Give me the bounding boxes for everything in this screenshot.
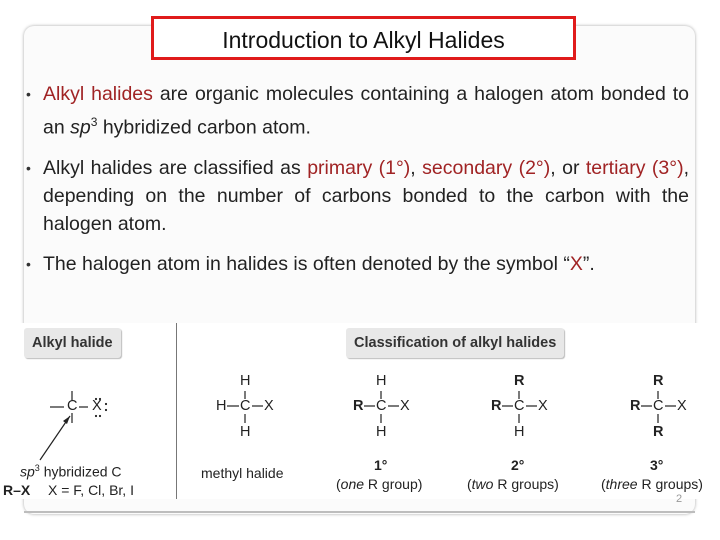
- tag-alkyl-halide: Alkyl halide: [24, 328, 121, 358]
- x-definition: X = F, Cl, Br, I: [48, 482, 134, 498]
- bullet-item: • Alkyl halides are organic molecules containing a halogen atom bonded to an $sp^3$ hybridized carbon atom.: [26, 80, 689, 142]
- bullet-marker: •: [26, 159, 31, 176]
- bullet-item: • Alkyl halides are classified as primary (1°), secondary (2°), or tertiary (3°), depending on the number of carbons bonded to the carbon with the halogen atom.: [26, 154, 689, 238]
- atom-x: X: [92, 398, 102, 414]
- alkyl-halide-figure: Alkyl halide Classification of alkyl halides C X $sp^3$ hybridized C R–X X = F, Cl, Br, I H H C X H methyl halide H R C X H 1° (one R group) R R C X H 2° (two R groups) R R C X R 3° (three R groups): [0, 323, 720, 499]
- bullet-item: • The halogen atom in halides is often denoted by the symbol “X”.: [26, 250, 689, 278]
- footer-line: [24, 511, 695, 513]
- degree-primary: 1°: [374, 457, 388, 473]
- hybridized-label: $sp^3$ hybridized C: [20, 463, 122, 480]
- methyl-halide-label: methyl halide: [201, 465, 284, 481]
- desc-tertiary: (three R groups): [601, 476, 703, 492]
- degree-tertiary: 3°: [650, 457, 664, 473]
- term-alkyl-halides: Alkyl halides: [43, 83, 153, 105]
- tag-classification: Classification of alkyl halides: [346, 328, 564, 358]
- desc-primary: (one R group): [336, 476, 423, 492]
- bullet-marker: •: [26, 255, 31, 272]
- bullet-marker: •: [26, 86, 31, 102]
- degree-secondary: 2°: [511, 457, 525, 473]
- atom-c: C: [67, 398, 78, 414]
- term-primary: primary (1°): [307, 156, 411, 179]
- slide-title: Introduction to Alkyl Halides: [222, 27, 505, 53]
- desc-secondary: (two R groups): [467, 476, 559, 492]
- title-box: [151, 16, 576, 60]
- figure-divider: [176, 323, 177, 499]
- bullet-list: [26, 80, 689, 290]
- term-secondary: secondary (2°): [422, 156, 551, 179]
- page-number: 2: [676, 493, 683, 505]
- term-tertiary: tertiary (3°): [585, 156, 684, 179]
- term-x: X: [569, 252, 583, 275]
- rx-formula: R–X: [3, 482, 31, 498]
